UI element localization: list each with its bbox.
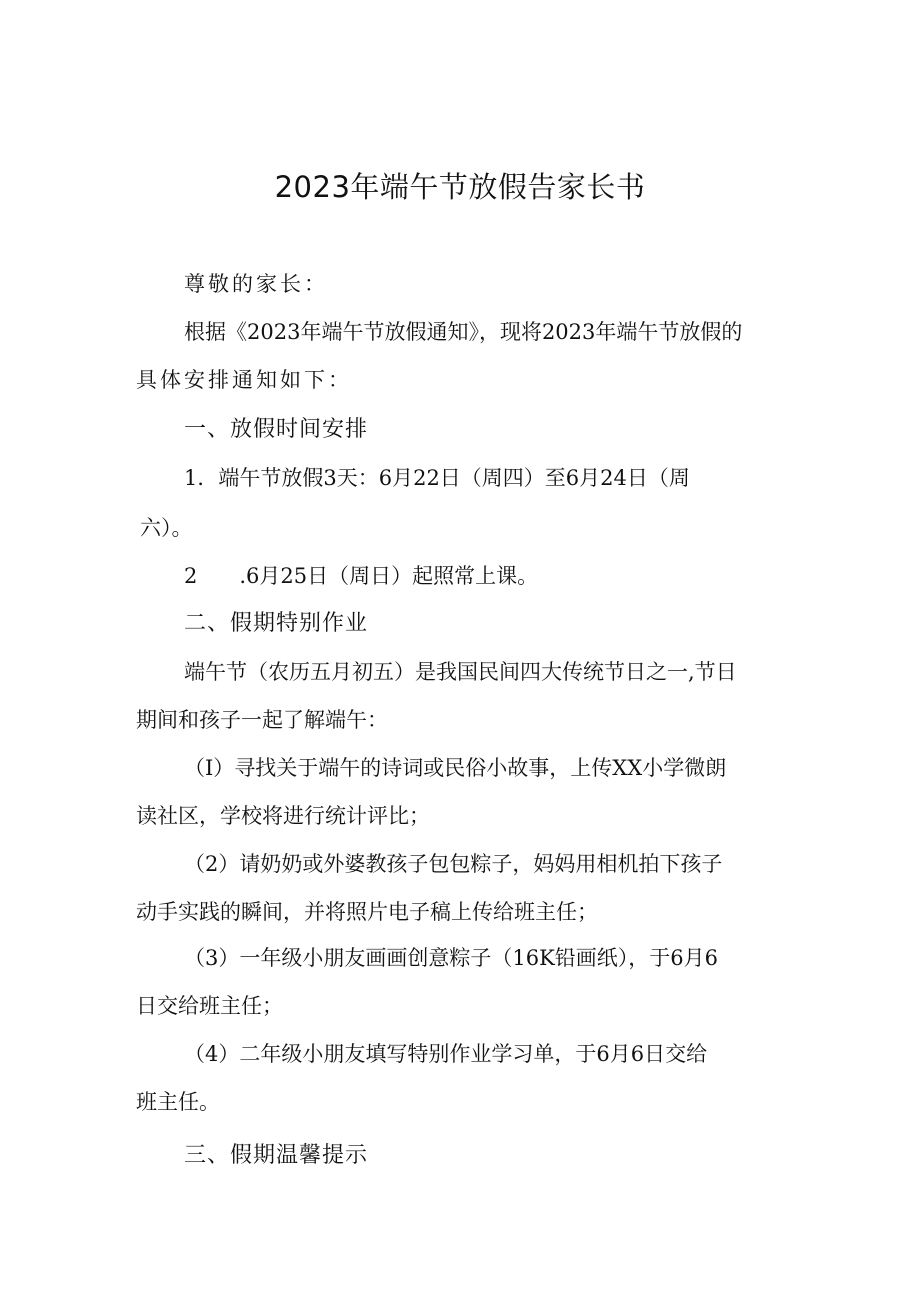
section-2-heading: 二、假期特别作业 — [184, 611, 369, 636]
section-3-heading: 三、假期温馨提示 — [184, 1143, 369, 1168]
section-1-heading: 一、放假时间安排 — [184, 417, 369, 442]
section-1-item-1-line-1: 1．端午节放假3天：6月22日（周四）至6月24日（周 — [184, 466, 690, 490]
task-3-line-2: 日交给班主任； — [136, 994, 283, 1018]
section-1-item-2: 2 .6月25日（周日）起照常上课。 — [184, 564, 539, 588]
section-2-para-line-2: 期间和孩子一起了解端午： — [136, 708, 388, 732]
section-2-para-line-1: 端午节（农历五月初五）是我国民间四大传统节日之一,节日 — [184, 660, 737, 684]
intro-line-1: 根据《2023年端午节放假通知》，现将2023年端午节放假的 — [184, 320, 743, 344]
task-2-line-2: 动手实践的瞬间，并将照片电子稿上传给班主任； — [136, 900, 598, 924]
document-title: 2023年端午节放假告家长书 — [274, 170, 646, 204]
task-4-line-2: 班主任。 — [136, 1090, 220, 1114]
task-1-line-1: （I）寻找关于端午的诗词或民俗小故事，上传XX小学微朗 — [184, 756, 727, 780]
task-3-line-1: （3）一年级小朋友画画创意粽子（16K铅画纸），于6月6 — [184, 946, 718, 970]
task-2-line-1: （2）请奶奶或外婆教孩子包包粽子，妈妈用相机拍下孩子 — [184, 852, 723, 876]
section-1-item-1-line-2: 六）。 — [140, 516, 193, 540]
greeting: 尊敬的家长： — [184, 272, 328, 296]
task-4-line-1: （4）二年级小朋友填写特别作业学习单，于6月6日交给 — [184, 1042, 708, 1066]
task-1-line-2: 读社区，学校将进行统计评比； — [136, 804, 430, 828]
intro-line-2: 具体安排通知如下： — [136, 368, 352, 392]
